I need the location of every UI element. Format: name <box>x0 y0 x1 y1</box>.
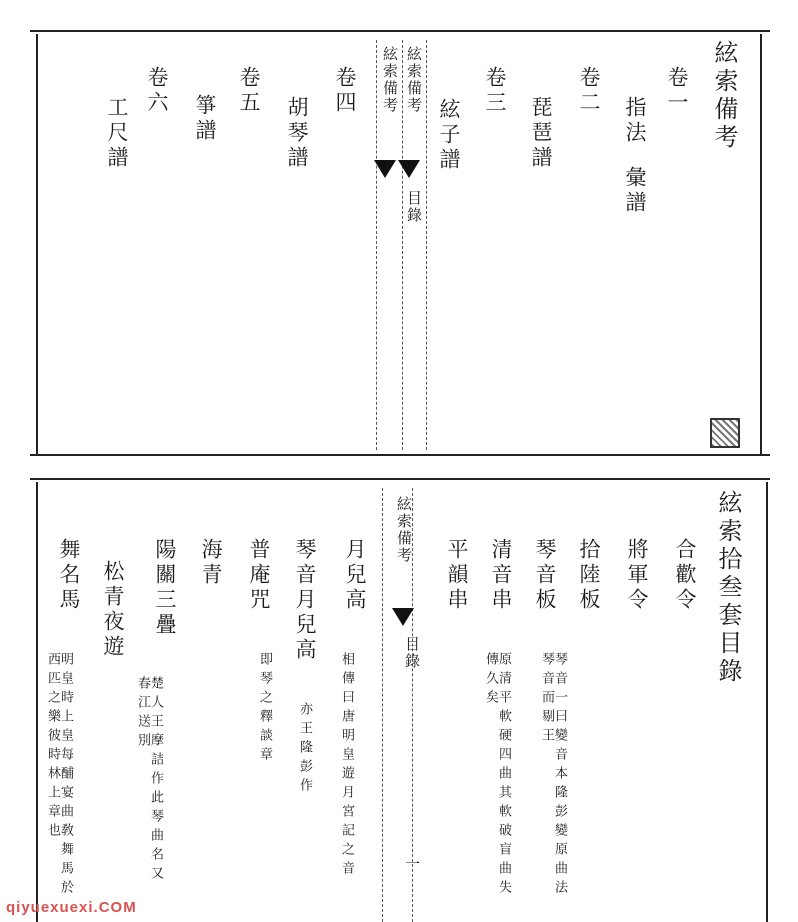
entry-title: 舞名馬 <box>57 538 81 613</box>
entry-note: 楚人王摩詰作此琴曲名又春江送別 <box>135 676 163 885</box>
bottom-left-border <box>36 482 38 922</box>
top-border <box>30 30 770 32</box>
top-item1a: 指法 <box>623 96 647 146</box>
entry-title: 清音串 <box>489 538 513 613</box>
fish-tail-mark <box>374 160 396 178</box>
bottom-page-title: 絃索拾叁套目錄 <box>714 490 742 686</box>
bottom-page-number: 一 <box>403 856 421 873</box>
top-vol3: 卷三 <box>483 66 507 116</box>
entry-title: 陽關三疊 <box>153 538 177 638</box>
fish-tail-mark <box>398 160 420 178</box>
top-vol6: 卷六 <box>145 66 169 116</box>
top-bottom-border <box>30 454 770 456</box>
entry-title: 琴音月兒高 <box>293 538 317 663</box>
top-item4: 胡琴譜 <box>285 96 309 171</box>
entry-title: 平韻串 <box>445 538 469 613</box>
top-vol1: 卷一 <box>665 66 689 116</box>
entry-note: 琴音一曰變音本隆彭變原曲法琴音而剔王 <box>539 652 567 899</box>
entry-note: 相傳曰唐明皇遊月宮記之音 <box>339 652 354 880</box>
entry-title: 琴音板 <box>533 538 557 613</box>
top-item5: 箏譜 <box>193 94 217 144</box>
top-left-border <box>36 34 38 454</box>
bottom-spine: 絃索備考 <box>395 496 413 564</box>
entry-note: 原清平軟硬四曲其軟破盲曲失傳久矣 <box>483 652 511 899</box>
top-item2: 琵琶譜 <box>529 96 553 171</box>
bottom-top-border <box>30 478 770 480</box>
entry-title: 海青 <box>199 538 223 588</box>
top-page <box>30 30 770 458</box>
spine-divider-left <box>376 40 377 450</box>
seal-stamp-icon <box>710 418 740 448</box>
entry-title: 合歡令 <box>673 538 697 613</box>
top-book-title: 絃索備考 <box>710 40 738 152</box>
top-spine-left: 絃索備考 <box>381 46 399 114</box>
entry-title: 將軍令 <box>625 538 649 613</box>
entry-title: 松青夜遊 <box>101 560 125 660</box>
top-item3: 絃子譜 <box>437 98 461 173</box>
bottom-right-border <box>766 482 768 922</box>
top-spine-center: 目錄 <box>405 190 423 224</box>
entry-title: 月兒高 <box>343 538 367 613</box>
top-item6: 工尺譜 <box>105 96 129 171</box>
entry-note: 即琴之釋談章 <box>257 652 272 766</box>
entry-title: 拾陸板 <box>577 538 601 613</box>
entry-title: 普庵咒 <box>247 538 271 613</box>
bottom-spine-center: 目錄 <box>403 636 421 670</box>
top-spine-right: 絃索備考 <box>405 46 423 114</box>
spine-divider-right <box>402 40 403 450</box>
entry-note: 明皇時上皇每酺宴曲敎舞馬於西匹之樂彼時林上章也 <box>45 652 73 899</box>
spine-divider-right2 <box>426 40 427 450</box>
fish-tail-mark <box>392 608 414 626</box>
top-vol5: 卷五 <box>237 66 261 116</box>
top-vol4: 卷四 <box>333 66 357 116</box>
top-right-border <box>760 34 762 454</box>
entry-note: 亦王隆彭作 <box>297 702 312 797</box>
top-vol2: 卷二 <box>577 66 601 116</box>
watermark: qiyuexuexi.COM <box>6 899 137 916</box>
top-item1b: 彙譜 <box>623 166 647 216</box>
bottom-spine-divider-left <box>382 488 383 922</box>
